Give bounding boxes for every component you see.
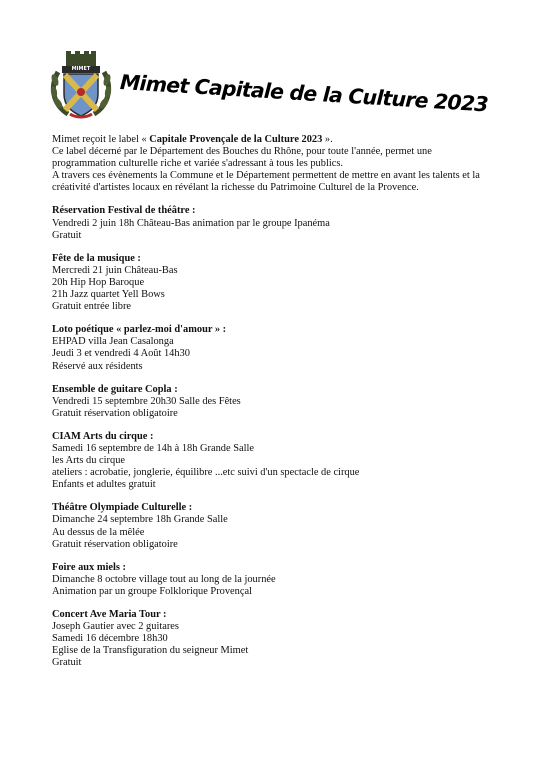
event-detail-line: 20h Hip Hop Baroque [52, 276, 145, 288]
event-section [52, 205, 542, 241]
event-detail-line: ateliers : acrobatie, jonglerie, équilibre ...etc suivi d'un spectacle de cirque [52, 467, 360, 479]
event-detail-line: Au dessus de la mêlée [52, 526, 145, 538]
event-detail-line: Samedi 16 septembre de 14h à 18h Grande Salle [52, 442, 254, 454]
event-heading: Concert Ave Maria Tour : [52, 609, 167, 620]
event-section [52, 609, 542, 669]
mimet-coat-of-arms-icon [46, 50, 116, 120]
event-detail-line: 21h Jazz quartet Yell Bows [52, 289, 165, 301]
event-detail-line: EHPAD villa Jean Casalonga [52, 336, 174, 348]
event-detail-line: Vendredi 15 septembre 20h30 Salle des Fêtes [52, 395, 241, 407]
crest-label: MIMET [71, 66, 91, 72]
event-detail-line: les Arts du cirque [52, 455, 126, 467]
intro-line: Ce label décerné par le Département des Bouches du Rhône, pour toute l'année, permet une [52, 146, 432, 158]
event-heading: CIAM Arts du cirque : [52, 430, 154, 442]
document-body [52, 134, 542, 680]
intro-text: ». [322, 134, 333, 145]
event-detail-line: Gratuit entrée libre [52, 301, 132, 313]
event-section [52, 562, 542, 598]
intro-line: A travers ces évènements la Commune et le Département permettent de mettre en avant les talents et la [52, 170, 480, 182]
event-heading: Réservation Festival de théâtre : [52, 205, 196, 217]
event-heading: Loto poétique « parlez-moi d'amour » : [52, 324, 227, 336]
event-detail-line: Animation par un groupe Folklorique Provençal [52, 585, 252, 597]
event-heading: Ensemble de guitare Copla : [52, 383, 178, 395]
event-section [52, 431, 542, 491]
event-detail-line: Eglise de la Transfiguration du seigneur Mimet [52, 645, 249, 657]
intro-paragraph [52, 134, 542, 194]
page-title: Mimet Capitale de la Culture 2023 [119, 70, 489, 117]
event-detail-line: Gratuit [52, 229, 82, 241]
event-heading: Fête de la musique : [52, 252, 141, 264]
event-detail-line: Joseph Gautier avec 2 guitares [52, 621, 179, 633]
event-section [52, 324, 542, 372]
event-detail-line: Réservé aux résidents [52, 360, 143, 372]
intro-text: Mimet reçoit le label « [52, 134, 150, 145]
event-detail-line: Dimanche 24 septembre 18h Grande Salle [52, 514, 228, 526]
intro-line [52, 134, 542, 146]
event-detail-line: Gratuit réservation obligatoire [52, 407, 178, 419]
event-heading: Foire aux miels : [52, 561, 126, 573]
event-detail-line: Dimanche 8 octobre village tout au long de la journée [52, 573, 276, 585]
label-name: Capitale Provençale de la Culture 2023 [149, 134, 323, 145]
event-section [52, 502, 542, 550]
event-section [52, 253, 542, 313]
intro-line: créativité d'artistes locaux en révélant la richesse du Patrimoine Culturel de la Provence. [52, 182, 419, 194]
event-detail-line: Gratuit [52, 657, 82, 669]
event-detail-line: Mercredi 21 juin Château-Bas [52, 264, 178, 276]
event-detail-line: Vendredi 2 juin 18h Château-Bas animation par le groupe Ipanéma [52, 217, 330, 229]
event-detail-line: Gratuit réservation obligatoire [52, 538, 178, 550]
event-detail-line: Samedi 16 décembre 18h30 [52, 633, 168, 645]
event-list [52, 205, 542, 669]
event-detail-line: Jeudi 3 et vendredi 4 Août 14h30 [52, 348, 190, 360]
intro-line: programmation culturelle riche et variée s'adressant à tous les publics. [52, 158, 343, 170]
event-section [52, 384, 542, 420]
event-detail-line: Enfants et adultes gratuit [52, 479, 156, 491]
event-heading: Théâtre Olympiade Culturelle : [52, 502, 193, 514]
page-header [0, 0, 549, 130]
